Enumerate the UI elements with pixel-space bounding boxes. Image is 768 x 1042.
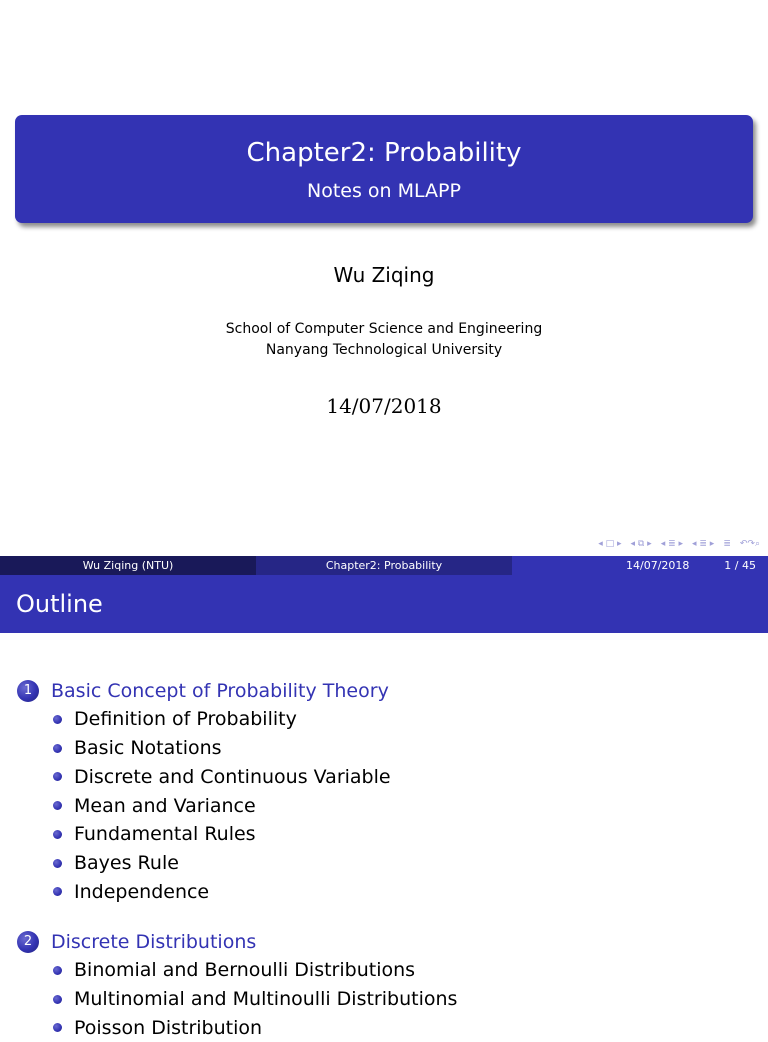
author-name: Wu Ziqing (0, 262, 768, 288)
section-1-subsections (53, 705, 391, 906)
subsection-item[interactable]: Definition of Probability (53, 705, 391, 734)
bullet-icon (53, 887, 62, 896)
section-number-badge: 2 (17, 931, 39, 953)
subsection-item[interactable]: Binomial and Bernoulli Distributions (53, 956, 457, 985)
subsection-item[interactable]: Basic Notations (53, 734, 391, 763)
institution (0, 319, 768, 361)
slide-title: Chapter2: Probability (15, 137, 753, 169)
bullet-icon (53, 995, 62, 1004)
section-2-subsections (53, 956, 457, 1042)
bullet-icon (53, 1023, 62, 1032)
bullet-icon (53, 859, 62, 868)
nav-search-icon[interactable]: ↶↷⌕ (740, 538, 760, 550)
nav-subsection-icon[interactable]: ◂ ⧉ ▸ (631, 538, 652, 550)
institution-line-1: School of Computer Science and Engineering (0, 319, 768, 340)
bullet-icon (53, 744, 62, 753)
bullet-icon (53, 966, 62, 975)
subsection-item[interactable]: Poisson Distribution (53, 1014, 457, 1042)
footer-title: Chapter2: Probability (256, 556, 512, 575)
subsection-item[interactable]: Fundamental Rules (53, 820, 391, 849)
subsection-item[interactable]: Multinomial and Multinoulli Distributions (53, 985, 457, 1014)
subsection-item[interactable]: Mean and Variance (53, 791, 391, 820)
slide-footer (0, 556, 768, 575)
footer-page-number: 1 / 45 (724, 556, 756, 575)
nav-align-icon[interactable]: ≣ (723, 538, 731, 550)
nav-section-icon[interactable]: ◂ ≣ ▸ (661, 538, 683, 550)
subsection-item[interactable]: Discrete and Continuous Variable (53, 763, 391, 792)
outline-section-1[interactable] (17, 677, 389, 705)
section-label[interactable]: Basic Concept of Probability Theory (51, 677, 389, 705)
bullet-icon (53, 715, 62, 724)
title-box (15, 115, 753, 223)
footer-info (512, 556, 768, 575)
bullet-icon (53, 772, 62, 781)
frame-title: Outline (16, 589, 103, 619)
subsection-item[interactable]: Bayes Rule (53, 849, 391, 878)
section-number-badge: 1 (17, 680, 39, 702)
presentation-date: 14/07/2018 (0, 393, 768, 419)
outline-section-2[interactable] (17, 928, 256, 956)
nav-frame-prev-icon[interactable]: ◂ □ ▸ (598, 538, 621, 550)
bullet-icon (53, 801, 62, 810)
footer-author: Wu Ziqing (NTU) (0, 556, 256, 575)
footer-date: 14/07/2018 (626, 556, 689, 575)
bullet-icon (53, 830, 62, 839)
slide-subtitle: Notes on MLAPP (15, 179, 753, 203)
institution-line-2: Nanyang Technological University (0, 340, 768, 361)
subsection-item[interactable]: Independence (53, 878, 391, 907)
nav-slide-icon[interactable]: ◂ ≣ ▸ (692, 538, 714, 550)
beamer-navigation-bar (598, 538, 760, 550)
section-label[interactable]: Discrete Distributions (51, 928, 256, 956)
frame-title-bar (0, 575, 768, 633)
